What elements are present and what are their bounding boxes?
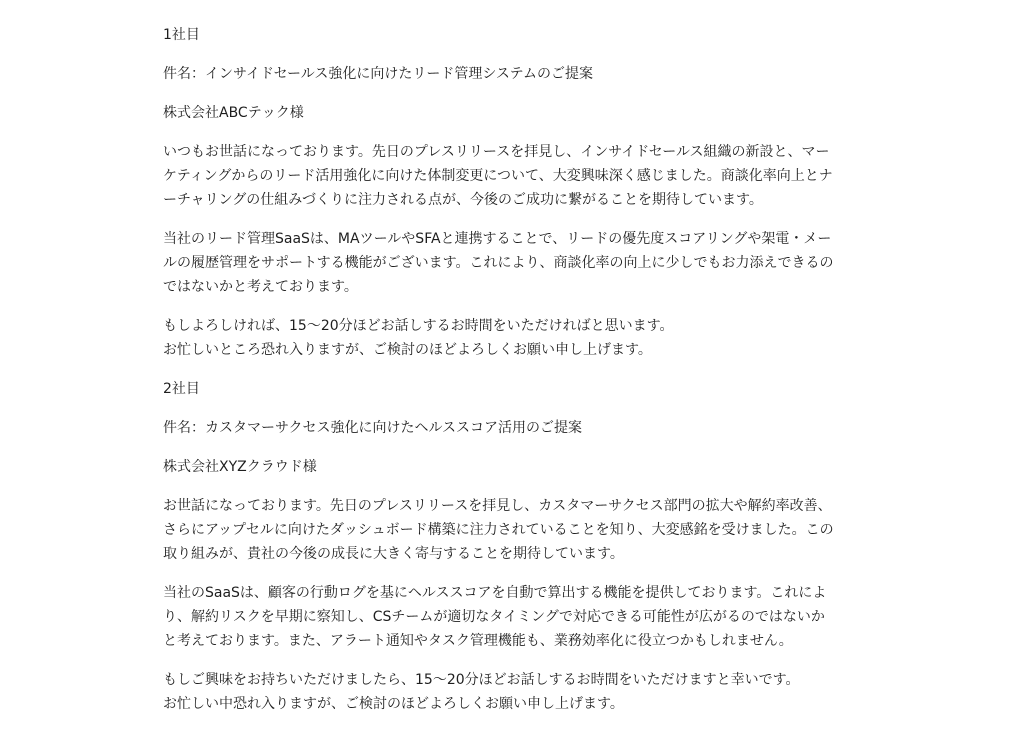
email-recipient: 株式会社XYZクラウド様	[163, 459, 317, 475]
text-line: と考えております。また、アラート通知やタスク管理機能も、業務効率化に役立つかもしれません。	[163, 633, 793, 649]
text-line: お忙しいところ恐れ入りますが、ご検討のほどよろしくお願い申し上げます。	[163, 342, 652, 358]
text-line: ケティングからのリード活用強化に向けた体制変更について、大変興味深く感じました。商談化率向上とナ	[163, 168, 833, 184]
email-closing-paragraph	[163, 668, 869, 716]
text-line: いつもお世話になっております。先日のプレスリリースを拝見し、インサイドセールス組織の新設と、マー	[163, 144, 830, 160]
company-heading: 2社目	[163, 381, 200, 397]
text-line: さらにアップセルに向けたダッシュボード構築に注力されていることを知り、大変感銘を受けました。この	[163, 522, 834, 538]
text-line: もしご興味をお持ちいただけましたら、15〜20分ほどお話しするお時間をいただけますと幸いです。	[163, 672, 800, 688]
text-line: ではないかと考えております。	[163, 279, 358, 295]
text-line: り、解約リスクを早期に察知し、CSチームが適切なタイミングで対応できる可能性が広がるのではないか	[163, 609, 825, 625]
text-line: 取り組みが、貴社の今後の成長に大きく寄与することを期待しています。	[163, 546, 624, 562]
email-intro-paragraph	[163, 494, 869, 566]
email-subject: 件名：カスタマーサクセス強化に向けたヘルススコア活用のご提案	[163, 420, 583, 436]
company-heading: 1社目	[163, 27, 200, 43]
email-proposal-paragraph	[163, 581, 869, 653]
text-line: ルの履歴管理をサポートする機能がございます。これにより、商談化率の向上に少しでもお力添えできるの	[163, 255, 834, 271]
text-line: 当社のSaaSは、顧客の行動ログを基にヘルススコアを自動で算出する機能を提供しております。これによ	[163, 585, 827, 601]
email-subject: 件名：インサイドセールス強化に向けたリード管理システムのご提案	[163, 66, 593, 82]
email-intro-paragraph	[163, 140, 869, 212]
email-recipient: 株式会社ABCテック様	[163, 105, 304, 121]
text-line: 当社のリード管理SaaSは、MAツールやSFAと連携することで、リードの優先度スコアリングや架電・メー	[163, 231, 832, 247]
email-closing-paragraph	[163, 314, 869, 362]
text-line: お忙しい中恐れ入りますが、ご検討のほどよろしくお願い申し上げます。	[163, 696, 624, 712]
email-proposal-paragraph	[163, 227, 869, 299]
text-line: もしよろしければ、15〜20分ほどお話しするお時間をいただければと思います。	[163, 318, 674, 334]
text-line: お世話になっております。先日のプレスリリースを拝見し、カスタマーサクセス部門の拡大や解約率改善、	[163, 498, 832, 514]
text-line: ーチャリングの仕組みづくりに注力される点が、今後のご成功に繋がることを期待しています。	[163, 192, 763, 208]
document-body	[163, 23, 869, 731]
